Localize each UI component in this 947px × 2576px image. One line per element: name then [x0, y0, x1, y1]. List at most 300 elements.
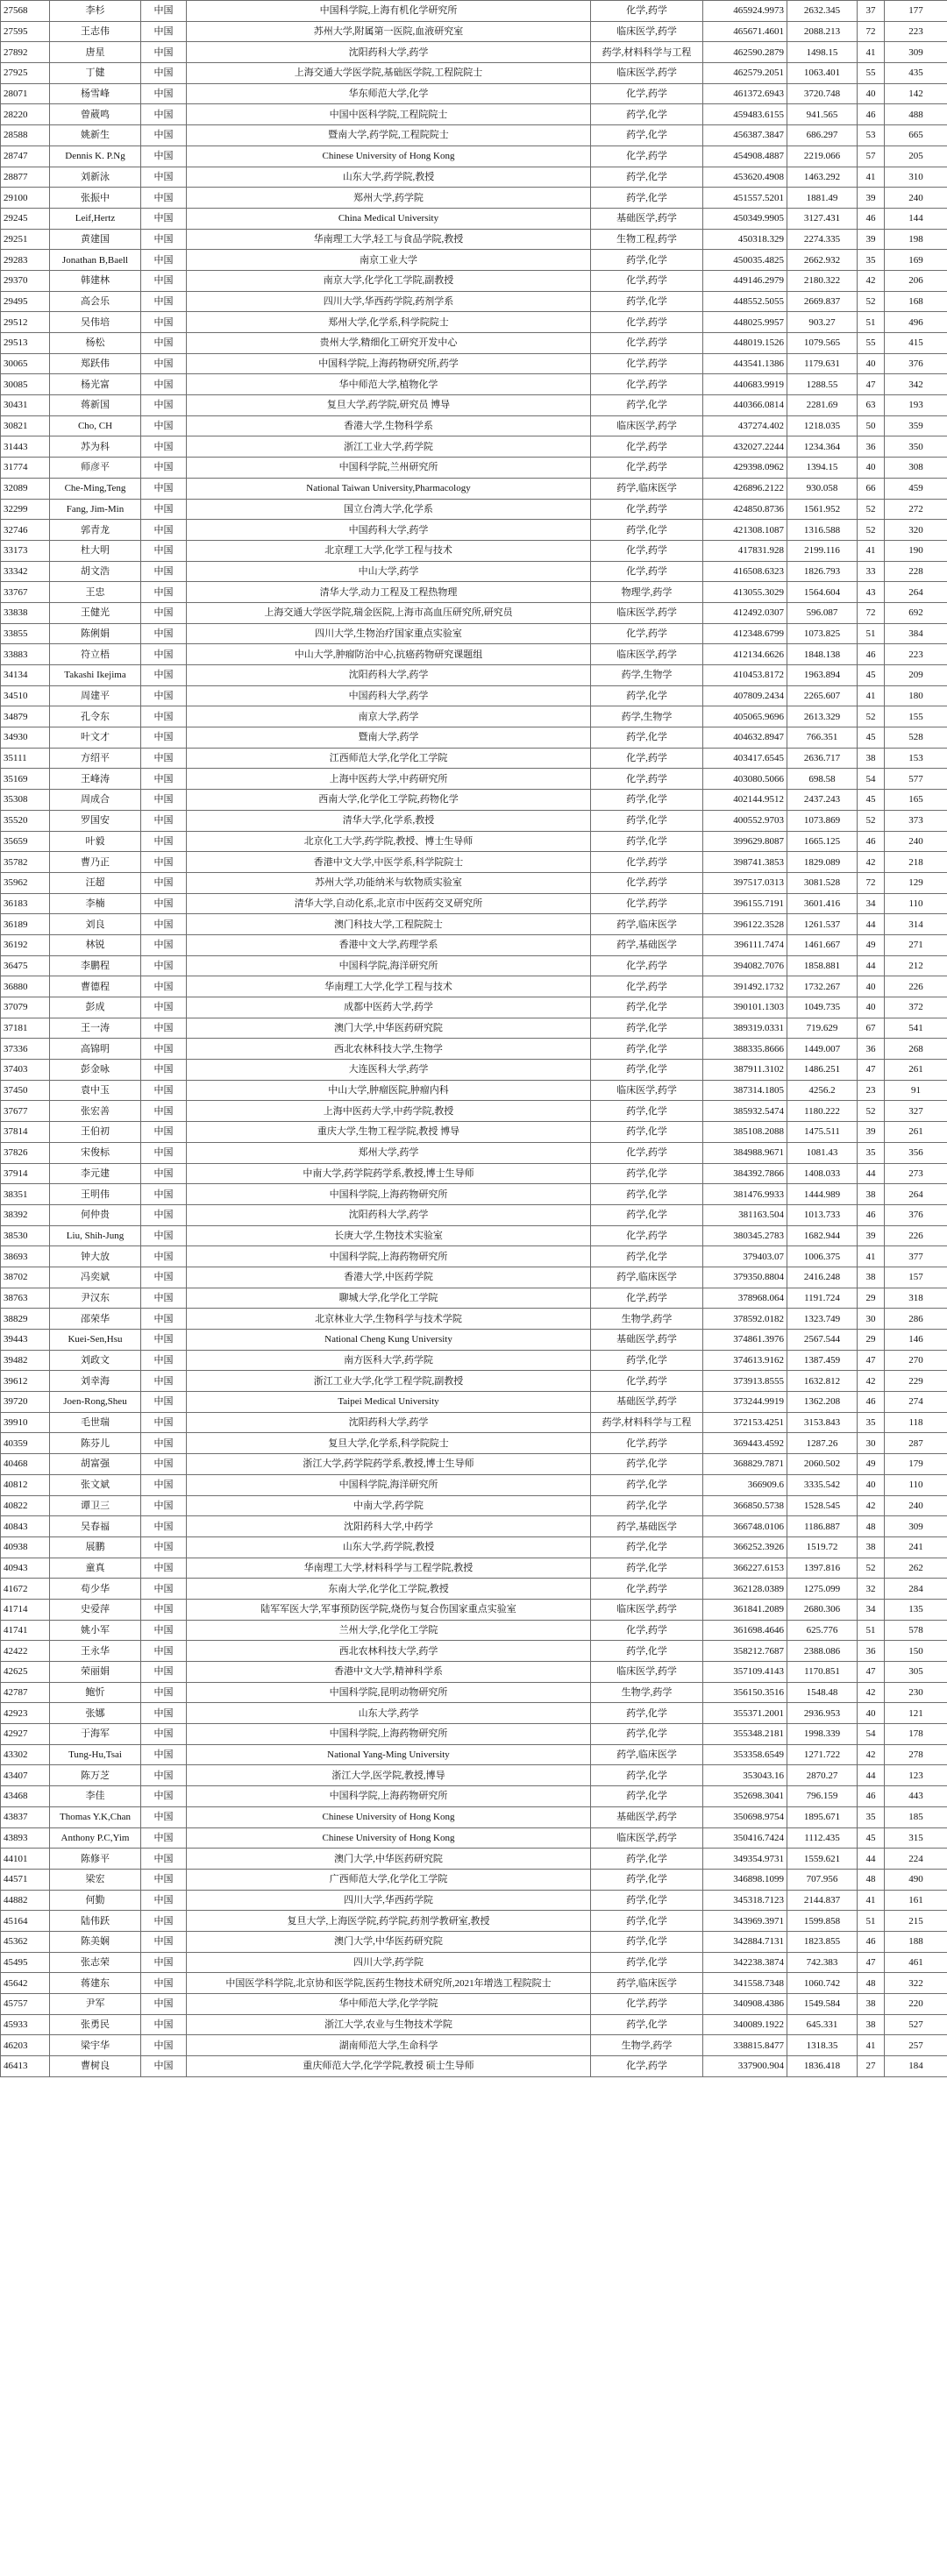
- cell-papers: 443: [885, 1786, 947, 1807]
- cell-field: 化学,药学: [591, 1371, 703, 1392]
- cell-papers: 157: [885, 1267, 947, 1288]
- cell-name: 陈芬儿: [50, 1433, 141, 1454]
- cell-name: Anthony P.C,Yim: [50, 1827, 141, 1849]
- cell-h-index: 46: [858, 1392, 885, 1413]
- cell-country: 中国: [141, 852, 187, 873]
- cell-score: 456387.3847: [703, 125, 787, 146]
- cell-rank: 41741: [1, 1620, 50, 1641]
- cell-country: 中国: [141, 63, 187, 84]
- researcher-table-body: [1, 1, 947, 2077]
- cell-name: 蒋建东: [50, 1973, 141, 1994]
- cell-institution: 香港大学,生物科学系: [187, 415, 591, 436]
- cell-name: Che-Ming,Teng: [50, 478, 141, 499]
- cell-h-index: 30: [858, 1433, 885, 1454]
- cell-h-index: 51: [858, 623, 885, 644]
- cell-score: 390101.1303: [703, 997, 787, 1018]
- cell-h-index: 35: [858, 1142, 885, 1163]
- cell-rank: 35520: [1, 810, 50, 831]
- cell-score: 355348.2181: [703, 1724, 787, 1745]
- cell-name: 师彦平: [50, 458, 141, 479]
- cell-citations: 1829.089: [787, 852, 858, 873]
- cell-field: 化学,药学: [591, 145, 703, 167]
- cell-score: 400552.9703: [703, 810, 787, 831]
- table-row: [1, 1412, 947, 1433]
- cell-name: 李元建: [50, 1163, 141, 1184]
- cell-institution: 郑州大学,药学院: [187, 188, 591, 209]
- cell-h-index: 41: [858, 2035, 885, 2056]
- cell-name: 胡富强: [50, 1454, 141, 1475]
- cell-name: 唐星: [50, 42, 141, 63]
- cell-name: Leif,Hertz: [50, 208, 141, 229]
- cell-field: 化学,药学: [591, 1142, 703, 1163]
- cell-field: 临床医学,药学: [591, 1080, 703, 1101]
- cell-field: 药学,化学: [591, 1122, 703, 1143]
- cell-country: 中国: [141, 769, 187, 790]
- cell-rank: 30065: [1, 353, 50, 374]
- cell-score: 394082.7076: [703, 955, 787, 976]
- cell-h-index: 38: [858, 1994, 885, 2015]
- cell-field: 药学,化学: [591, 2014, 703, 2035]
- cell-rank: 43468: [1, 1786, 50, 1807]
- cell-h-index: 55: [858, 63, 885, 84]
- cell-citations: 1287.26: [787, 1433, 858, 1454]
- cell-name: 黄建国: [50, 229, 141, 250]
- cell-country: 中国: [141, 1703, 187, 1724]
- cell-name: 何勤: [50, 1890, 141, 1911]
- cell-institution: 复旦大学,上海医学院,药学院,药剂学教研室,教授: [187, 1911, 591, 1932]
- table-row: [1, 561, 947, 582]
- cell-institution: 北京理工大学,化学工程与技术: [187, 540, 591, 561]
- cell-score: 450318.329: [703, 229, 787, 250]
- cell-score: 366252.3926: [703, 1536, 787, 1558]
- cell-rank: 37677: [1, 1101, 50, 1122]
- cell-institution: 中国医学科学院,北京协和医学院,医药生物技术研究所,2021年增选工程院院士: [187, 1973, 591, 1994]
- cell-h-index: 29: [858, 1288, 885, 1309]
- cell-h-index: 34: [858, 1599, 885, 1620]
- cell-field: 临床医学,药学: [591, 1599, 703, 1620]
- cell-papers: 287: [885, 1433, 947, 1454]
- cell-country: 中国: [141, 1288, 187, 1309]
- cell-name: 郑跃伟: [50, 353, 141, 374]
- cell-papers: 155: [885, 706, 947, 727]
- table-row: [1, 478, 947, 499]
- cell-h-index: 35: [858, 1806, 885, 1827]
- cell-h-index: 41: [858, 42, 885, 63]
- cell-score: 342238.3874: [703, 1952, 787, 1973]
- cell-field: 临床医学,药学: [591, 1827, 703, 1849]
- table-row: [1, 1869, 947, 1890]
- cell-institution: 中山大学,药学: [187, 561, 591, 582]
- cell-h-index: 29: [858, 1330, 885, 1351]
- cell-name: 邵荣华: [50, 1309, 141, 1330]
- cell-citations: 2144.837: [787, 1890, 858, 1911]
- cell-score: 412492.0307: [703, 602, 787, 623]
- cell-papers: 578: [885, 1620, 947, 1641]
- cell-h-index: 51: [858, 1620, 885, 1641]
- table-row: [1, 1267, 947, 1288]
- cell-rank: 37826: [1, 1142, 50, 1163]
- cell-country: 中国: [141, 415, 187, 436]
- cell-rank: 29513: [1, 333, 50, 354]
- cell-institution: 浙江大学,农业与生物技术学院: [187, 2014, 591, 2035]
- table-row: [1, 1765, 947, 1786]
- cell-citations: 719.629: [787, 1018, 858, 1039]
- cell-field: 临床医学,药学: [591, 63, 703, 84]
- cell-institution: 中国中医科学院,工程院院士: [187, 104, 591, 125]
- cell-rank: 29100: [1, 188, 50, 209]
- table-row: [1, 1371, 947, 1392]
- cell-field: 药学,材料科学与工程: [591, 1412, 703, 1433]
- cell-papers: 270: [885, 1350, 947, 1371]
- cell-field: 临床医学,药学: [591, 644, 703, 665]
- cell-citations: 1599.858: [787, 1911, 858, 1932]
- cell-score: 417831.928: [703, 540, 787, 561]
- cell-country: 中国: [141, 831, 187, 852]
- cell-country: 中国: [141, 976, 187, 997]
- table-row: [1, 602, 947, 623]
- cell-field: 化学,药学: [591, 1, 703, 22]
- cell-h-index: 46: [858, 1204, 885, 1225]
- cell-institution: National Taiwan University,Pharmacology: [187, 478, 591, 499]
- cell-rank: 42787: [1, 1682, 50, 1703]
- cell-citations: 1271.722: [787, 1744, 858, 1765]
- cell-country: 中国: [141, 644, 187, 665]
- cell-papers: 356: [885, 1142, 947, 1163]
- cell-field: 药学,化学: [591, 1703, 703, 1724]
- cell-papers: 262: [885, 1558, 947, 1579]
- cell-h-index: 37: [858, 1, 885, 22]
- cell-score: 381476.9933: [703, 1184, 787, 1205]
- table-row: [1, 1350, 947, 1371]
- cell-name: 丁健: [50, 63, 141, 84]
- cell-institution: 中国科学院,上海药物研究所: [187, 1246, 591, 1267]
- cell-name: 曹乃正: [50, 852, 141, 873]
- cell-citations: 796.159: [787, 1786, 858, 1807]
- cell-field: 化学,药学: [591, 1579, 703, 1600]
- table-row: [1, 1786, 947, 1807]
- cell-papers: 165: [885, 790, 947, 811]
- cell-institution: Chinese University of Hong Kong: [187, 1827, 591, 1849]
- cell-name: 苟少华: [50, 1579, 141, 1600]
- cell-field: 化学,药学: [591, 893, 703, 914]
- table-row: [1, 1536, 947, 1558]
- cell-country: 中国: [141, 748, 187, 769]
- cell-name: 张志荣: [50, 1952, 141, 1973]
- cell-citations: 2281.69: [787, 395, 858, 416]
- cell-field: 药学,化学: [591, 1641, 703, 1662]
- cell-institution: 南京工业大学: [187, 250, 591, 271]
- cell-name: 王健光: [50, 602, 141, 623]
- cell-score: 440683.9919: [703, 374, 787, 395]
- cell-country: 中国: [141, 1163, 187, 1184]
- cell-papers: 223: [885, 21, 947, 42]
- cell-field: 药学,化学: [591, 188, 703, 209]
- cell-field: 药学,临床医学: [591, 1267, 703, 1288]
- cell-papers: 359: [885, 415, 947, 436]
- cell-rank: 35308: [1, 790, 50, 811]
- cell-country: 中国: [141, 1536, 187, 1558]
- table-row: [1, 1330, 947, 1351]
- cell-citations: 2274.335: [787, 229, 858, 250]
- cell-papers: 193: [885, 395, 947, 416]
- cell-field: 药学,化学: [591, 1890, 703, 1911]
- table-row: [1, 934, 947, 955]
- cell-country: 中国: [141, 104, 187, 125]
- cell-citations: 707.956: [787, 1869, 858, 1890]
- cell-papers: 161: [885, 1890, 947, 1911]
- cell-institution: 山东大学,药学院,教授: [187, 1536, 591, 1558]
- cell-institution: 澳门大学,中华医药研究院: [187, 1849, 591, 1870]
- cell-score: 345318.7123: [703, 1890, 787, 1911]
- cell-rank: 42927: [1, 1724, 50, 1745]
- cell-h-index: 42: [858, 1744, 885, 1765]
- cell-institution: 四川大学,华西药学院,药剂学系: [187, 291, 591, 312]
- cell-institution: 中国科学院,上海有机化学研究所: [187, 1, 591, 22]
- cell-rank: 45642: [1, 1973, 50, 1994]
- cell-score: 404632.8947: [703, 727, 787, 749]
- cell-rank: 43893: [1, 1827, 50, 1849]
- cell-field: 临床医学,药学: [591, 1662, 703, 1683]
- cell-rank: 37079: [1, 997, 50, 1018]
- cell-field: 化学,药学: [591, 436, 703, 458]
- cell-institution: 复旦大学,化学系,科学院院士: [187, 1433, 591, 1454]
- cell-name: Tung-Hu,Tsai: [50, 1744, 141, 1765]
- cell-score: 358212.7687: [703, 1641, 787, 1662]
- cell-papers: 541: [885, 1018, 947, 1039]
- cell-country: 中国: [141, 208, 187, 229]
- cell-score: 448552.5055: [703, 291, 787, 312]
- cell-papers: 274: [885, 1392, 947, 1413]
- cell-rank: 28220: [1, 104, 50, 125]
- table-row: [1, 769, 947, 790]
- cell-name: 陆伟跃: [50, 1911, 141, 1932]
- cell-institution: 香港中文大学,精神科学系: [187, 1662, 591, 1683]
- cell-rank: 42625: [1, 1662, 50, 1683]
- cell-h-index: 39: [858, 229, 885, 250]
- cell-citations: 4256.2: [787, 1080, 858, 1101]
- cell-country: 中国: [141, 872, 187, 893]
- cell-institution: 郑州大学,化学系,科学院院士: [187, 312, 591, 333]
- cell-papers: 198: [885, 229, 947, 250]
- table-row: [1, 582, 947, 603]
- cell-name: 王峰涛: [50, 769, 141, 790]
- cell-citations: 1858.881: [787, 955, 858, 976]
- cell-name: 郭青龙: [50, 520, 141, 541]
- cell-name: 彭金咏: [50, 1060, 141, 1081]
- cell-h-index: 30: [858, 1309, 885, 1330]
- cell-name: 王明伟: [50, 1184, 141, 1205]
- cell-citations: 698.58: [787, 769, 858, 790]
- cell-name: 刘幸海: [50, 1371, 141, 1392]
- cell-h-index: 49: [858, 934, 885, 955]
- cell-score: 399629.8087: [703, 831, 787, 852]
- cell-citations: 2180.322: [787, 270, 858, 291]
- cell-h-index: 46: [858, 831, 885, 852]
- cell-citations: 1823.855: [787, 1931, 858, 1952]
- cell-papers: 215: [885, 1911, 947, 1932]
- cell-citations: 1081.43: [787, 1142, 858, 1163]
- cell-country: 中国: [141, 1225, 187, 1246]
- cell-institution: 华东师范大学,化学: [187, 83, 591, 104]
- cell-rank: 33342: [1, 561, 50, 582]
- cell-country: 中国: [141, 727, 187, 749]
- table-row: [1, 976, 947, 997]
- cell-field: 药学,化学: [591, 790, 703, 811]
- cell-score: 453620.4908: [703, 167, 787, 188]
- cell-score: 448019.1526: [703, 333, 787, 354]
- cell-citations: 1561.952: [787, 499, 858, 520]
- cell-institution: 沈阳药科大学,药学: [187, 1412, 591, 1433]
- cell-h-index: 52: [858, 520, 885, 541]
- cell-citations: 1881.49: [787, 188, 858, 209]
- cell-name: 李杉: [50, 1, 141, 22]
- cell-name: 罗国安: [50, 810, 141, 831]
- cell-h-index: 40: [858, 353, 885, 374]
- cell-name: 王忠: [50, 582, 141, 603]
- table-row: [1, 1454, 947, 1475]
- cell-score: 405065.9696: [703, 706, 787, 727]
- cell-country: 中国: [141, 167, 187, 188]
- cell-score: 410453.8172: [703, 665, 787, 686]
- cell-name: 曹德程: [50, 976, 141, 997]
- cell-country: 中国: [141, 1827, 187, 1849]
- cell-h-index: 27: [858, 2056, 885, 2077]
- cell-citations: 1180.222: [787, 1101, 858, 1122]
- cell-institution: 澳门大学,中华医药研究院: [187, 1018, 591, 1039]
- cell-citations: 1397.816: [787, 1558, 858, 1579]
- cell-name: 宋俊标: [50, 1142, 141, 1163]
- cell-papers: 305: [885, 1662, 947, 1683]
- cell-rank: 29245: [1, 208, 50, 229]
- table-row: [1, 1101, 947, 1122]
- cell-score: 391492.1732: [703, 976, 787, 997]
- cell-name: 刘良: [50, 914, 141, 935]
- cell-score: 342884.7131: [703, 1931, 787, 1952]
- cell-institution: 西南大学,化学化工学院,药物化学: [187, 790, 591, 811]
- table-row: [1, 1662, 947, 1683]
- cell-h-index: 38: [858, 1536, 885, 1558]
- cell-country: 中国: [141, 665, 187, 686]
- cell-institution: 中国科学院,海洋研究所: [187, 1474, 591, 1495]
- cell-h-index: 44: [858, 955, 885, 976]
- cell-country: 中国: [141, 1018, 187, 1039]
- cell-papers: 241: [885, 1536, 947, 1558]
- cell-institution: 华中师范大学,化学学院: [187, 1994, 591, 2015]
- cell-field: 药学,化学: [591, 125, 703, 146]
- table-row: [1, 623, 947, 644]
- cell-name: 梁宏: [50, 1869, 141, 1890]
- cell-papers: 273: [885, 1163, 947, 1184]
- cell-name: 汪超: [50, 872, 141, 893]
- cell-score: 385932.5474: [703, 1101, 787, 1122]
- cell-citations: 2662.932: [787, 250, 858, 271]
- table-row: [1, 312, 947, 333]
- cell-name: 蒋新国: [50, 395, 141, 416]
- table-row: [1, 1724, 947, 1745]
- cell-score: 361841.2089: [703, 1599, 787, 1620]
- cell-h-index: 34: [858, 893, 885, 914]
- cell-papers: 264: [885, 582, 947, 603]
- cell-h-index: 66: [858, 478, 885, 499]
- cell-field: 化学,药学: [591, 561, 703, 582]
- cell-field: 化学,药学: [591, 623, 703, 644]
- table-row: [1, 644, 947, 665]
- cell-citations: 1394.15: [787, 458, 858, 479]
- cell-score: 462579.2051: [703, 63, 787, 84]
- table-row: [1, 83, 947, 104]
- cell-institution: 上海中医药大学,中药研究所: [187, 769, 591, 790]
- table-row: [1, 125, 947, 146]
- cell-citations: 645.331: [787, 2014, 858, 2035]
- cell-h-index: 39: [858, 188, 885, 209]
- cell-field: 生物学,药学: [591, 1682, 703, 1703]
- cell-papers: 577: [885, 769, 947, 790]
- cell-institution: 中国科学院,昆明动物研究所: [187, 1682, 591, 1703]
- cell-institution: 中山大学,肿瘤防治中心,抗癌药物研究课题组: [187, 644, 591, 665]
- cell-rank: 46203: [1, 2035, 50, 2056]
- cell-rank: 35169: [1, 769, 50, 790]
- cell-h-index: 23: [858, 1080, 885, 1101]
- cell-country: 中国: [141, 229, 187, 250]
- cell-citations: 1170.851: [787, 1662, 858, 1683]
- cell-field: 基础医学,药学: [591, 1806, 703, 1827]
- cell-rank: 39482: [1, 1350, 50, 1371]
- cell-rank: 29251: [1, 229, 50, 250]
- table-row: [1, 395, 947, 416]
- cell-country: 中国: [141, 1662, 187, 1683]
- cell-h-index: 53: [858, 125, 885, 146]
- cell-citations: 1528.545: [787, 1495, 858, 1516]
- cell-country: 中国: [141, 250, 187, 271]
- cell-h-index: 43: [858, 582, 885, 603]
- cell-h-index: 52: [858, 810, 885, 831]
- cell-h-index: 50: [858, 415, 885, 436]
- cell-h-index: 38: [858, 2014, 885, 2035]
- cell-score: 355371.2001: [703, 1703, 787, 1724]
- cell-score: 397517.0313: [703, 872, 787, 893]
- cell-citations: 2437.243: [787, 790, 858, 811]
- cell-papers: 135: [885, 1599, 947, 1620]
- cell-name: 张勇民: [50, 2014, 141, 2035]
- cell-field: 药学,化学: [591, 997, 703, 1018]
- cell-papers: 310: [885, 167, 947, 188]
- cell-country: 中国: [141, 395, 187, 416]
- cell-citations: 1732.267: [787, 976, 858, 997]
- cell-institution: 浙江工业大学,药学院: [187, 436, 591, 458]
- cell-papers: 110: [885, 1474, 947, 1495]
- table-row: [1, 810, 947, 831]
- cell-rank: 29512: [1, 312, 50, 333]
- cell-institution: 沈阳药科大学,药学: [187, 42, 591, 63]
- cell-papers: 261: [885, 1122, 947, 1143]
- cell-institution: 沈阳药科大学,药学: [187, 1204, 591, 1225]
- cell-country: 中国: [141, 1454, 187, 1475]
- cell-papers: 180: [885, 685, 947, 706]
- cell-score: 437274.402: [703, 415, 787, 436]
- cell-h-index: 48: [858, 1516, 885, 1537]
- cell-country: 中国: [141, 1433, 187, 1454]
- cell-name: 史爱萍: [50, 1599, 141, 1620]
- cell-citations: 1060.742: [787, 1973, 858, 1994]
- cell-score: 374861.3976: [703, 1330, 787, 1351]
- cell-country: 中国: [141, 1911, 187, 1932]
- cell-name: Fang, Jim-Min: [50, 499, 141, 520]
- cell-h-index: 42: [858, 1682, 885, 1703]
- cell-rank: 36183: [1, 893, 50, 914]
- cell-rank: 28747: [1, 145, 50, 167]
- cell-papers: 179: [885, 1454, 947, 1475]
- cell-score: 366850.5738: [703, 1495, 787, 1516]
